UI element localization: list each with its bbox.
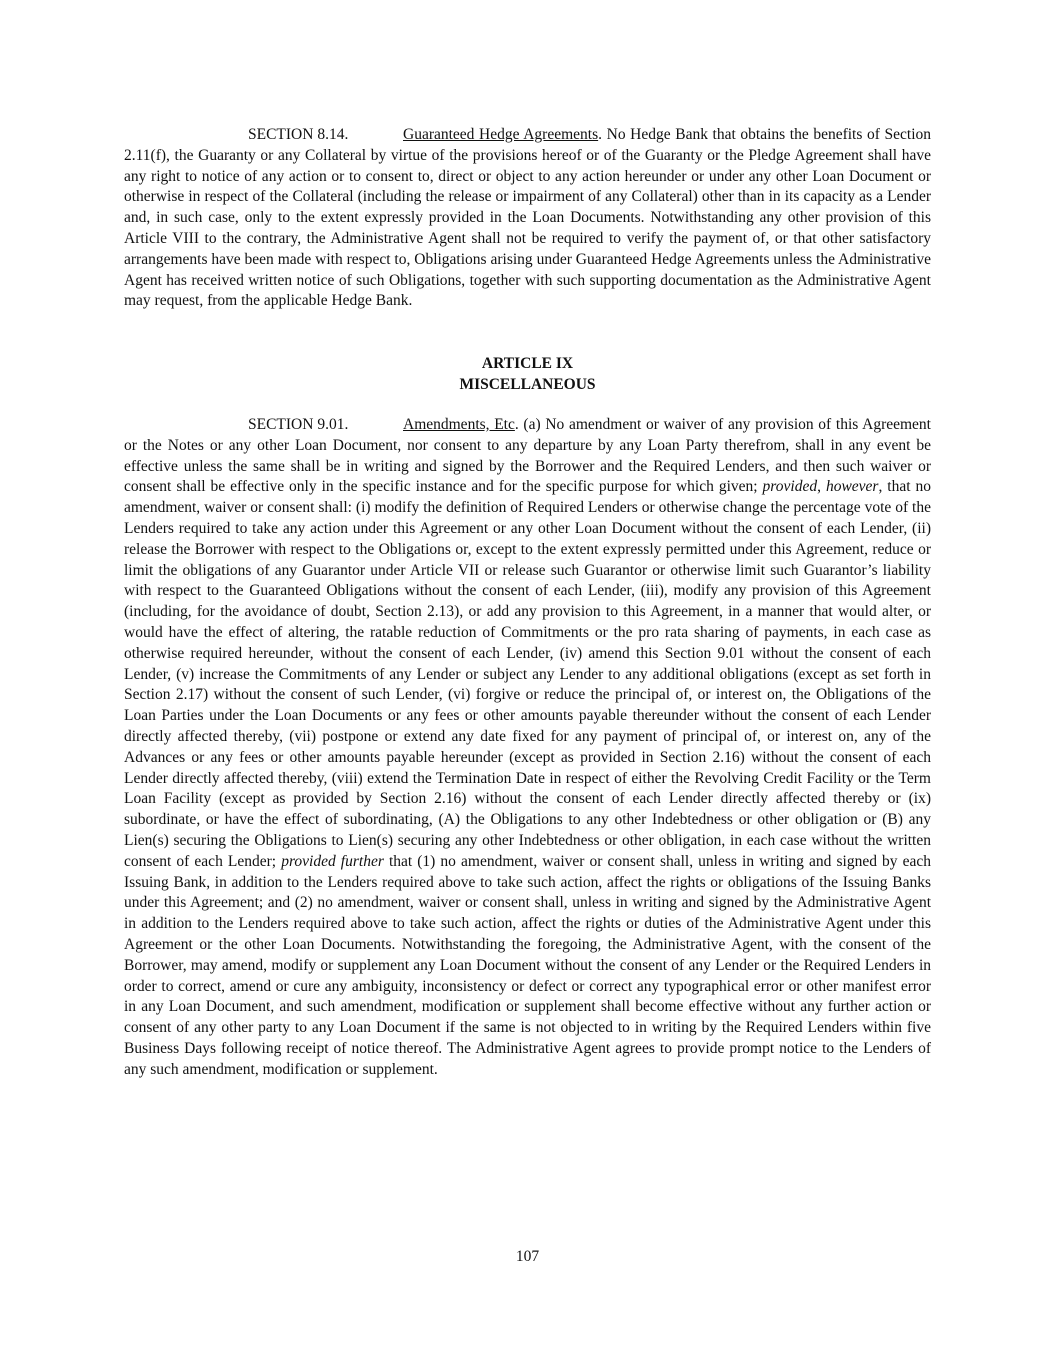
article-number-heading: ARTICLE IX	[481, 355, 574, 372]
page-number: 107	[515, 1248, 540, 1265]
section-9-01-text-part3: that (1) no amendment, waiver or consent shall, unless in writing and signed by each Issuing Bank, in addition to the Lenders required above to take such action, affect the rights or obligations of the Issuing Banks under this Agreement; and (2) no amendment, waiver or consent shall, unless in writing and signed by the Administrative Agent in addition to the Lenders required above to take such action, affect the rights or duties of the Administrative Agent under this Agreement or the other Loan Documents. Notwithstanding the foregoing, the Administrative Agent, with the consent of the Borrower, may amend, modify or supplement any Loan Document without the consent of any Lender or the Required Lenders in order to correct, amend or cure any ambiguity, inconsistency or defect or correct any typographical error or other manifest error in any Loan Document, and such amendment, modification or supplement shall become effective without any further action or consent of any other party to any Loan Document if the same is not objected to in writing by the Required Lenders within five Business Days following receipt of notice thereof. The Administrative Agent agrees to provide prompt notice to the Lenders of any such amendment, modification or supplement.	[124, 852, 931, 1078]
however-term: however	[825, 478, 879, 496]
provided-further-term: provided further	[281, 852, 384, 870]
comma-separator: ,	[817, 478, 826, 496]
section-9-01-number: SECTION 9.01.	[248, 416, 349, 433]
section-9-01-text-part2: , that no amendment, waiver or consent shall: (i) modify the definition of Required Lenders or otherwise change the percentage vote of the Lenders required to take any action under this Agreement or any other Loan Document without the consent of each Lender, (ii) release the Borrower with respect to the Obligations or, except to the extent expressly permitted under this Agreement, reduce or limit the obligations of any Guarantor under Article VII or release such Guarantor or otherwise limit such Guarantor’s liability with respect to the Guaranteed Obligations without the consent of each Lender, (iii), modify any provision of this Agreement (including, for the avoidance of doubt, Section 2.13), or add any provision to this Agreement, in a manner that would alter, or would have the effect of altering, the ratable reduction of Commitments or the pro rata sharing of payments, in each case as otherwise required hereunder, without the consent of each Lender, (iv) amend this Section 9.01 without the consent of each Lender, (v) increase the Commitments of any Lender or subject any Lender to any additional obligations (except as set forth in Section 2.17) without the consent of such Lender, (vi) forgive or reduce the principal of, or interest on, the Obligations of the Loan Parties under the Loan Documents or any fees or other amounts payable thereunder without the consent of each Lender directly affected thereby, (vii) postpone or extend any date fixed for any payment of principal of, or interest on, any of the Advances or any fees or other amounts payable hereunder (except as provided in Section 2.16) without the consent of each Lender directly affected thereby, (viii) extend the Termination Date in respect of either the Revolving Credit Facility or the Term Loan Facility (except as provided by Section 2.16) without the consent of each Lender directly affected thereby or (ix) subordinate, or have the effect of subordinating, (A) the Obligations to any other Indebtedness or other obligation or (B) any Lien(s) securing the Obligations to Lien(s) securing any other Indebtedness or other obligation, in each case without the written consent of each Lender;	[124, 478, 932, 870]
article-title-heading: MISCELLANEOUS	[459, 376, 596, 393]
section-9-01-paragraph	[124, 415, 931, 1081]
section-9-01-title: Amendments, Etc	[403, 416, 515, 433]
section-8-14-number: SECTION 8.14.	[248, 126, 349, 143]
section-9-01-text-part1: . (a) No amendment or waiver of any provision of this Agreement or the Notes or any other Loan Document, nor consent to any departure by any Loan Party therefrom, shall in any event be effective unless the same shall be in writing and signed by the Borrower and the Required Lenders, and then such waiver or consent shall be effective only in the specific instance and for the specific purpose for which given;	[124, 416, 931, 496]
provided-term: provided	[762, 478, 818, 496]
section-8-14-paragraph	[124, 125, 931, 312]
section-8-14-title: Guaranteed Hedge Agreements	[403, 126, 599, 143]
section-8-14-body: . No Hedge Bank that obtains the benefits of Section 2.11(f), the Guaranty or any Collateral by virtue of the provisions hereof or of the Guaranty or the Pledge Agreement shall have any right to notice of any action or to consent to, direct or object to any action hereunder or under any other Loan Document or otherwise in respect of the Collateral (including the release or impairment of any Collateral) other than in its capacity as a Lender and, in such case, only to the extent expressly provided in the Loan Documents. Notwithstanding any other provision of this Article VIII to the contrary, the Administrative Agent shall not be required to verify the payment of, or that other satisfactory arrangements have been made with respect to, Obligations arising under Guaranteed Hedge Agreements unless the Administrative Agent has received written notice of such Obligations, together with such supporting documentation as the Administrative Agent may request, from the applicable Hedge Bank.	[124, 126, 931, 310]
